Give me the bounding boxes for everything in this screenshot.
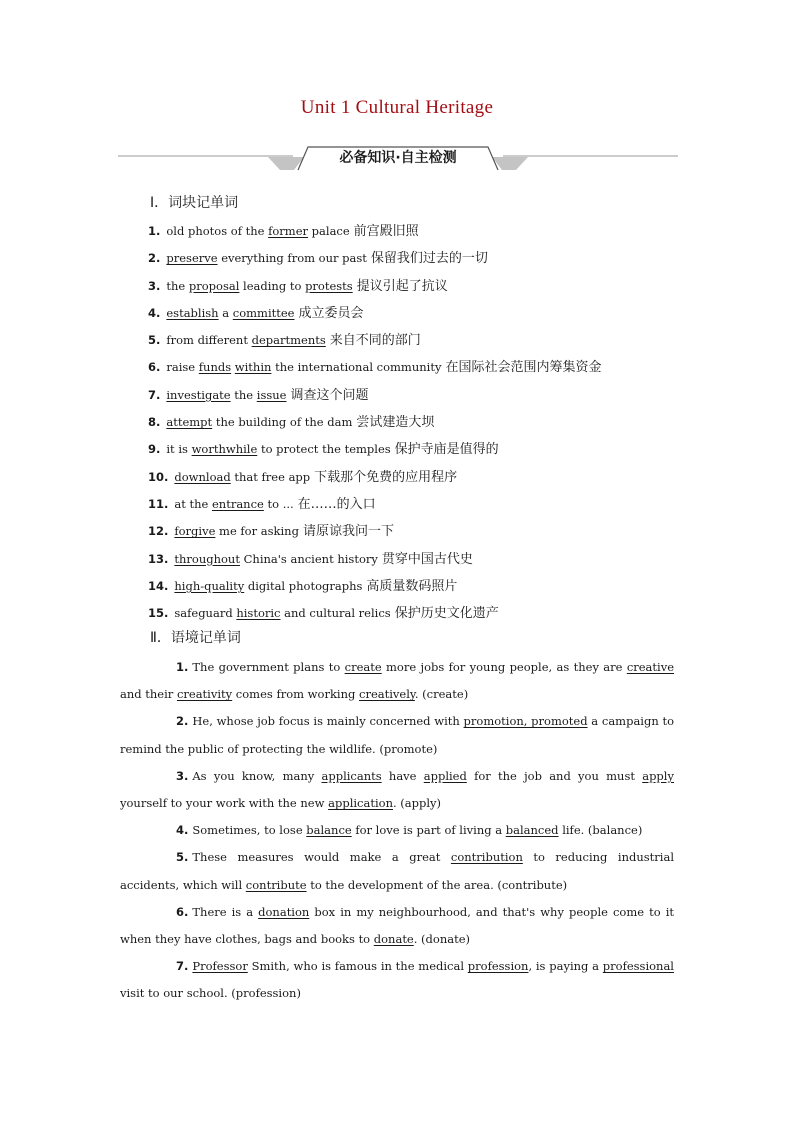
vocab-item [148,356,601,383]
item-number: 6. [176,904,189,919]
text-segment: a [218,305,233,320]
answer-word: entrance [212,496,264,511]
text-segment: life. (balance) [558,823,643,838]
text-segment: the international community [271,360,442,375]
vocab-item [148,247,601,274]
text-segment: safeguard [174,606,237,621]
answer-word: establish [166,305,219,320]
answer-word: creatively [359,687,415,702]
text-segment: box in my neighbourhood, and that's why people come to it when they have clothes, bags and books to [120,904,674,947]
text-segment: raise [166,360,199,375]
item-number: 5. [148,333,161,348]
text-segment: He, whose job focus is mainly concerned with [192,714,464,729]
context-list [120,654,674,1008]
chinese-translation: 请原谅我问一下 [302,524,394,540]
item-number: 1. [148,224,161,238]
answer-word: application [328,796,393,811]
answer-word: applied [423,768,467,783]
text-segment: leading to [239,278,306,293]
answer-word: preserve [166,251,218,266]
answer-word: issue [256,387,287,402]
item-number: 6. [148,360,161,375]
chinese-translation: 下载那个免费的应用程序 [314,469,458,485]
text-segment: at the [174,496,212,511]
answer-word: within [234,360,272,375]
answer-word: protests [305,278,353,293]
text-segment: to reducing industrial accidents, which will [120,850,674,892]
text-segment: to the development of the area. (contribute) [306,877,568,892]
text-segment: old photos of the [166,224,269,238]
answer-word: download [174,469,231,484]
text-segment: digital photographs [244,578,363,593]
text-segment: and cultural relics [280,606,391,621]
vocab-item [148,302,601,329]
answer-word: proposal [188,278,240,293]
item-number: 10. [148,469,169,484]
answer-word: committee [232,305,295,320]
chinese-translation: 贯穿中国古代史 [381,551,473,567]
item-number: 5. [176,850,189,865]
item-number: 7. [148,387,161,402]
vocab-item [148,466,601,493]
vocab-list [148,220,601,629]
vocab-item [148,548,601,575]
answer-word: create [344,660,382,674]
vocab-item [148,384,601,411]
text-segment: These measures would make a great [192,850,451,865]
context-sentence [120,654,674,708]
answer-word: departments [251,333,326,348]
answer-word: promotion, promoted [463,714,588,729]
vocab-item [148,411,601,438]
text-segment: and their [120,687,177,702]
text-segment: yourself to your work with the new [120,796,329,811]
chinese-translation: 保留我们过去的一切 [370,251,488,267]
text-segment: visit to our school. (profession) [120,986,301,1001]
text-segment: to protect the temples [257,442,391,457]
answer-word: balanced [505,823,559,838]
item-number: 2. [176,714,189,729]
text-segment: the [230,387,257,402]
text-segment: more jobs for young people, as they are [381,660,627,674]
answer-word: balance [306,823,352,838]
chinese-translation: 高质量数码照片 [366,578,458,594]
vocab-item [148,493,601,520]
text-segment: As you know, many [192,768,322,783]
text-segment: me for asking [215,524,299,539]
text-segment: China's ancient history [239,551,378,566]
text-segment: to ... [263,496,294,511]
banner-title: 必备知识·自主检测 [339,150,457,166]
text-segment: the building of the dam [212,415,353,430]
vocab-item [148,520,601,547]
answer-word: former [268,224,309,238]
item-number: 3. [176,768,189,783]
answer-word: throughout [174,551,240,566]
section-heading-1: Ⅰ．词块记单词 [150,195,239,211]
text-segment: everything from our past [217,251,367,266]
chinese-translation: 提议引起了抗议 [356,278,448,294]
answer-word: creative [626,660,675,674]
section-banner [118,144,678,172]
chinese-translation: 来自不同的部门 [329,333,421,349]
chinese-translation: 调查这个问题 [290,387,369,403]
context-sentence [120,899,674,953]
context-sentence [120,708,674,762]
item-number: 8. [148,415,161,430]
text-segment: the [166,278,189,293]
item-number: 1. [176,660,189,674]
text-segment: it is [166,442,192,457]
text-segment: have [381,768,424,783]
chinese-translation: 成立委员会 [298,305,364,321]
text-segment: a campaign to remind the public of protecting the wildlife. (promote) [120,714,675,756]
item-number: 4. [176,823,189,838]
text-segment: The government plans to [192,660,345,674]
item-number: 11. [148,496,169,511]
text-segment: from different [166,333,252,348]
vocab-item [148,220,601,247]
chinese-translation: 在国际社会范围内筹集资金 [445,360,602,376]
item-number: 12. [148,524,169,539]
answer-word: attempt [166,415,213,430]
text-segment: Sometimes, to lose [192,823,307,838]
text-segment: palace [308,224,350,238]
vocab-item [148,602,601,629]
answer-word: professional [602,959,674,974]
answer-word: historic [236,606,281,621]
context-sentence [120,953,674,1007]
vocab-item [148,329,601,356]
text-segment: Smith, who is famous in the medical [247,959,468,974]
chinese-translation: 保护历史文化遗产 [394,606,499,622]
vocab-item [148,275,601,302]
answer-word: investigate [166,387,231,402]
text-segment: There is a [192,904,259,919]
answer-word: donation [258,904,310,919]
vocab-item [148,438,601,465]
text-segment: comes from working [232,687,360,702]
text-segment: . (apply) [392,796,442,811]
text-segment: for love is part of living a [351,823,506,838]
item-number: 9. [148,442,161,457]
answer-word: donate [373,932,414,947]
text-segment: that free app [230,469,311,484]
answer-word: profession [467,959,529,974]
answer-word: high-quality [174,578,245,593]
context-sentence [120,844,674,898]
text-segment: , is paying a [528,959,603,974]
section-heading-2: Ⅱ．语境记单词 [150,630,241,646]
chinese-translation: 保护寺庙是值得的 [394,442,499,458]
answer-word: Professor [192,959,248,974]
vocab-item [148,575,601,602]
answer-word: forgive [174,524,216,539]
item-number: 7. [176,959,189,974]
answer-word: applicants [321,768,382,783]
item-number: 15. [148,606,169,621]
item-number: 3. [148,278,161,293]
answer-word: worthwhile [191,442,258,457]
answer-word: funds [198,360,232,375]
chinese-translation: 尝试建造大坝 [356,415,435,431]
context-sentence [120,763,674,817]
chinese-translation: 在……的入口 [297,496,376,512]
answer-word: contribute [245,877,307,892]
answer-word: apply [642,768,674,783]
answer-word: creativity [176,687,233,702]
text-segment: . (create) [414,687,469,702]
text-segment: . (donate) [413,932,471,947]
context-sentence [120,817,674,844]
item-number: 4. [148,305,161,320]
item-number: 13. [148,551,169,566]
item-number: 2. [148,251,161,266]
item-number: 14. [148,578,169,593]
text-segment: for the job and you must [466,768,643,783]
chinese-translation: 前宫殿旧照 [353,224,419,239]
answer-word: contribution [450,850,523,865]
page-title: Unit 1 Cultural Heritage [300,97,494,118]
